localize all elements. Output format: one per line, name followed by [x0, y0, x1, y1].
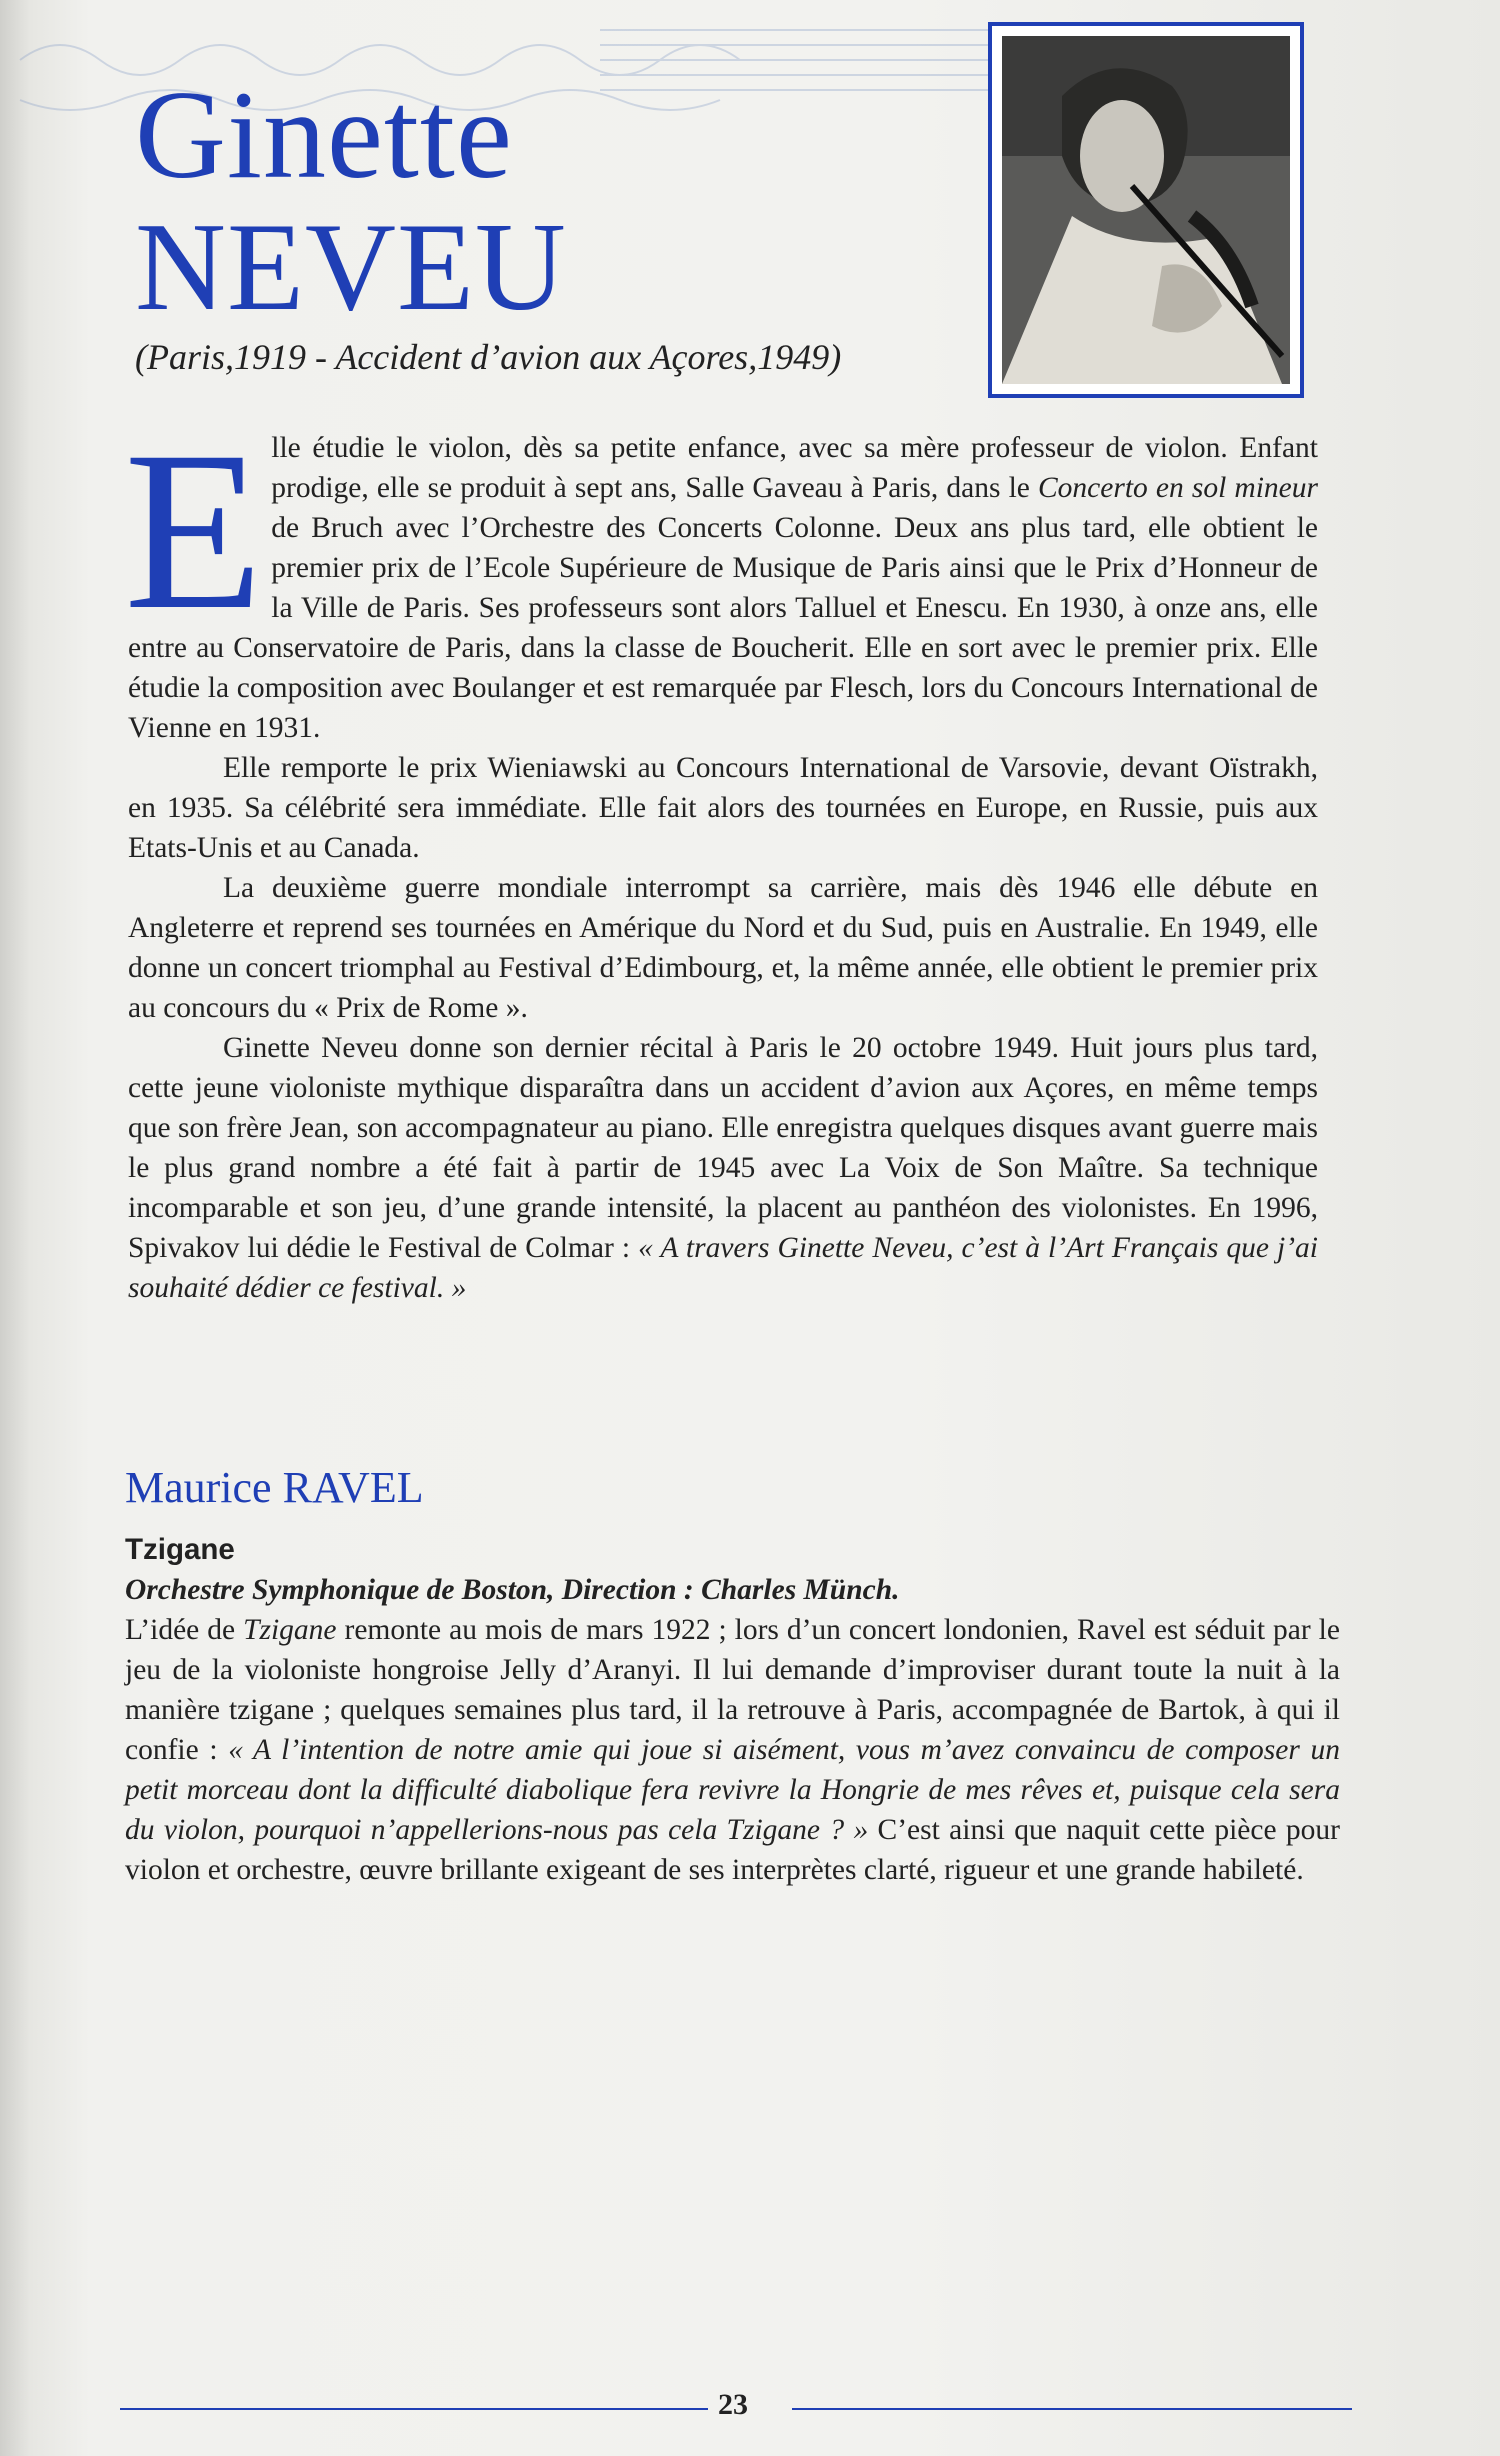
ravel-text-1: L’idée de [125, 1614, 244, 1646]
footer-rule-right [792, 2408, 1352, 2410]
ravel-text-3: C’est ainsi que naquit cette pièce pour violon et orchestre, œuvre brillante exigeant de ses interprètes clarté, rigueur et une grande habileté. [125, 1814, 1340, 1886]
work-title: Tzigane [125, 1533, 235, 1566]
ravel-quote: « A l’intention de notre amie qui joue si aisément, vous m’avez convaincu de composer un petit morceau dont la difficulté diabolique fera revivre la Hongrie de mes rêves et, puisque cela sera du violon, pourquoi n’appellerions-nous pas cela Tzigane ? » [125, 1734, 1340, 1846]
bio-paragraph-3: La deuxième guerre mondiale interrompt sa carrière, mais dès 1946 elle débute en Angleterre et reprend ses tournées en Amérique du Nord et du Sud, puis en Australie. En 1949, elle donne un concert triomphal au Festival d’Edimbourg, et, la même année, elle obtient le premier prix au concours du « Prix de Rome ». [128, 872, 1318, 1024]
biography [124, 405, 1319, 1308]
ravel-work-italic: Tzigane [243, 1614, 337, 1646]
bio-paragraph-4: Ginette Neveu donne son dernier récital à Paris le 20 octobre 1949. Huit jours plus tard, cette jeune violoniste mythique disparaîtra dans un accident d’avion aux Açores, en même temps que son frère Jean, son accompagnateur au piano. Elle enregistra quelques disques avant guerre mais le plus grand nombre a été fait à partir de 1945 avec La Voix de Son Maître. Sa technique incomparable et son jeu, d’une grande intensité, la placent au panthéon des violonistes. En 1996, Spivakov lui dédie le Festival de Colmar : [128, 1032, 1318, 1264]
title-line-first-name: Ginette [135, 66, 513, 205]
bio-quote: « A travers Ginette Neveu, c’est à l’Art Français que j’ai souhaité dédier ce festival. » [128, 1232, 1319, 1304]
portrait-photo [988, 22, 1304, 398]
drop-cap: E [124, 405, 264, 657]
title-line-last-name: NEVEU [135, 198, 567, 337]
page-title [135, 66, 567, 337]
violinist-portrait-image [1002, 36, 1290, 384]
section-heading-ravel: Maurice RAVEL [125, 1463, 424, 1512]
subtitle-dates: (Paris,1919 - Accident d’avion aux Açores,1949) [135, 337, 842, 377]
orchestra-credit: Orchestre Symphonique de Boston, Direction : Charles Münch. [125, 1574, 900, 1606]
ravel-section [125, 1530, 1340, 1890]
page-number: 23 [718, 2388, 748, 2421]
bio-paragraph-2: Elle remporte le prix Wieniawski au Concours International de Varsovie, devant Oïstrakh, en 1935. Sa célébrité sera immédiate. Elle fait alors des tournées en Europe, en Russie, puis aux Etats-Unis et au Canada. [128, 752, 1318, 864]
bio-paragraph-1: lle étudie le violon, dès sa petite enfance, avec sa mère professeur de violon. Enfant prodige, elle se produit à sept ans, Salle Gaveau à Paris, dans le [271, 432, 1318, 504]
bio-work-title: Concerto en sol mineur [1037, 472, 1318, 504]
ravel-text-2: remonte au mois de mars 1922 ; lors d’un concert londonien, Ravel est séduit par le jeu de la violoniste hongroise Jelly d’Aranyi. Il lui demande d’improviser durant toute la nuit à la manière tzigane ; quelques semaines plus tard, il la retrouve à Paris, accompagnée de Bartok, à qui il confie : [125, 1614, 1340, 1766]
footer-rule-left [120, 2408, 708, 2410]
bio-paragraph-1-rest: de Bruch avec l’Orchestre des Concerts Colonne. Deux ans plus tard, elle obtient le premier prix de l’Ecole Supérieure de Musique de Paris ainsi que le Prix d’Honneur de la Ville de Paris. Ses professeurs sont alors Talluel et Enescu. En 1930, à onze ans, elle entre au Conservatoire de Paris, dans la classe de Boucherit. Elle en sort avec le premier prix. Elle étudie la composition avec Boulanger et est remarquée par Flesch, lors du Concours International de Vienne en 1931. [128, 512, 1318, 744]
